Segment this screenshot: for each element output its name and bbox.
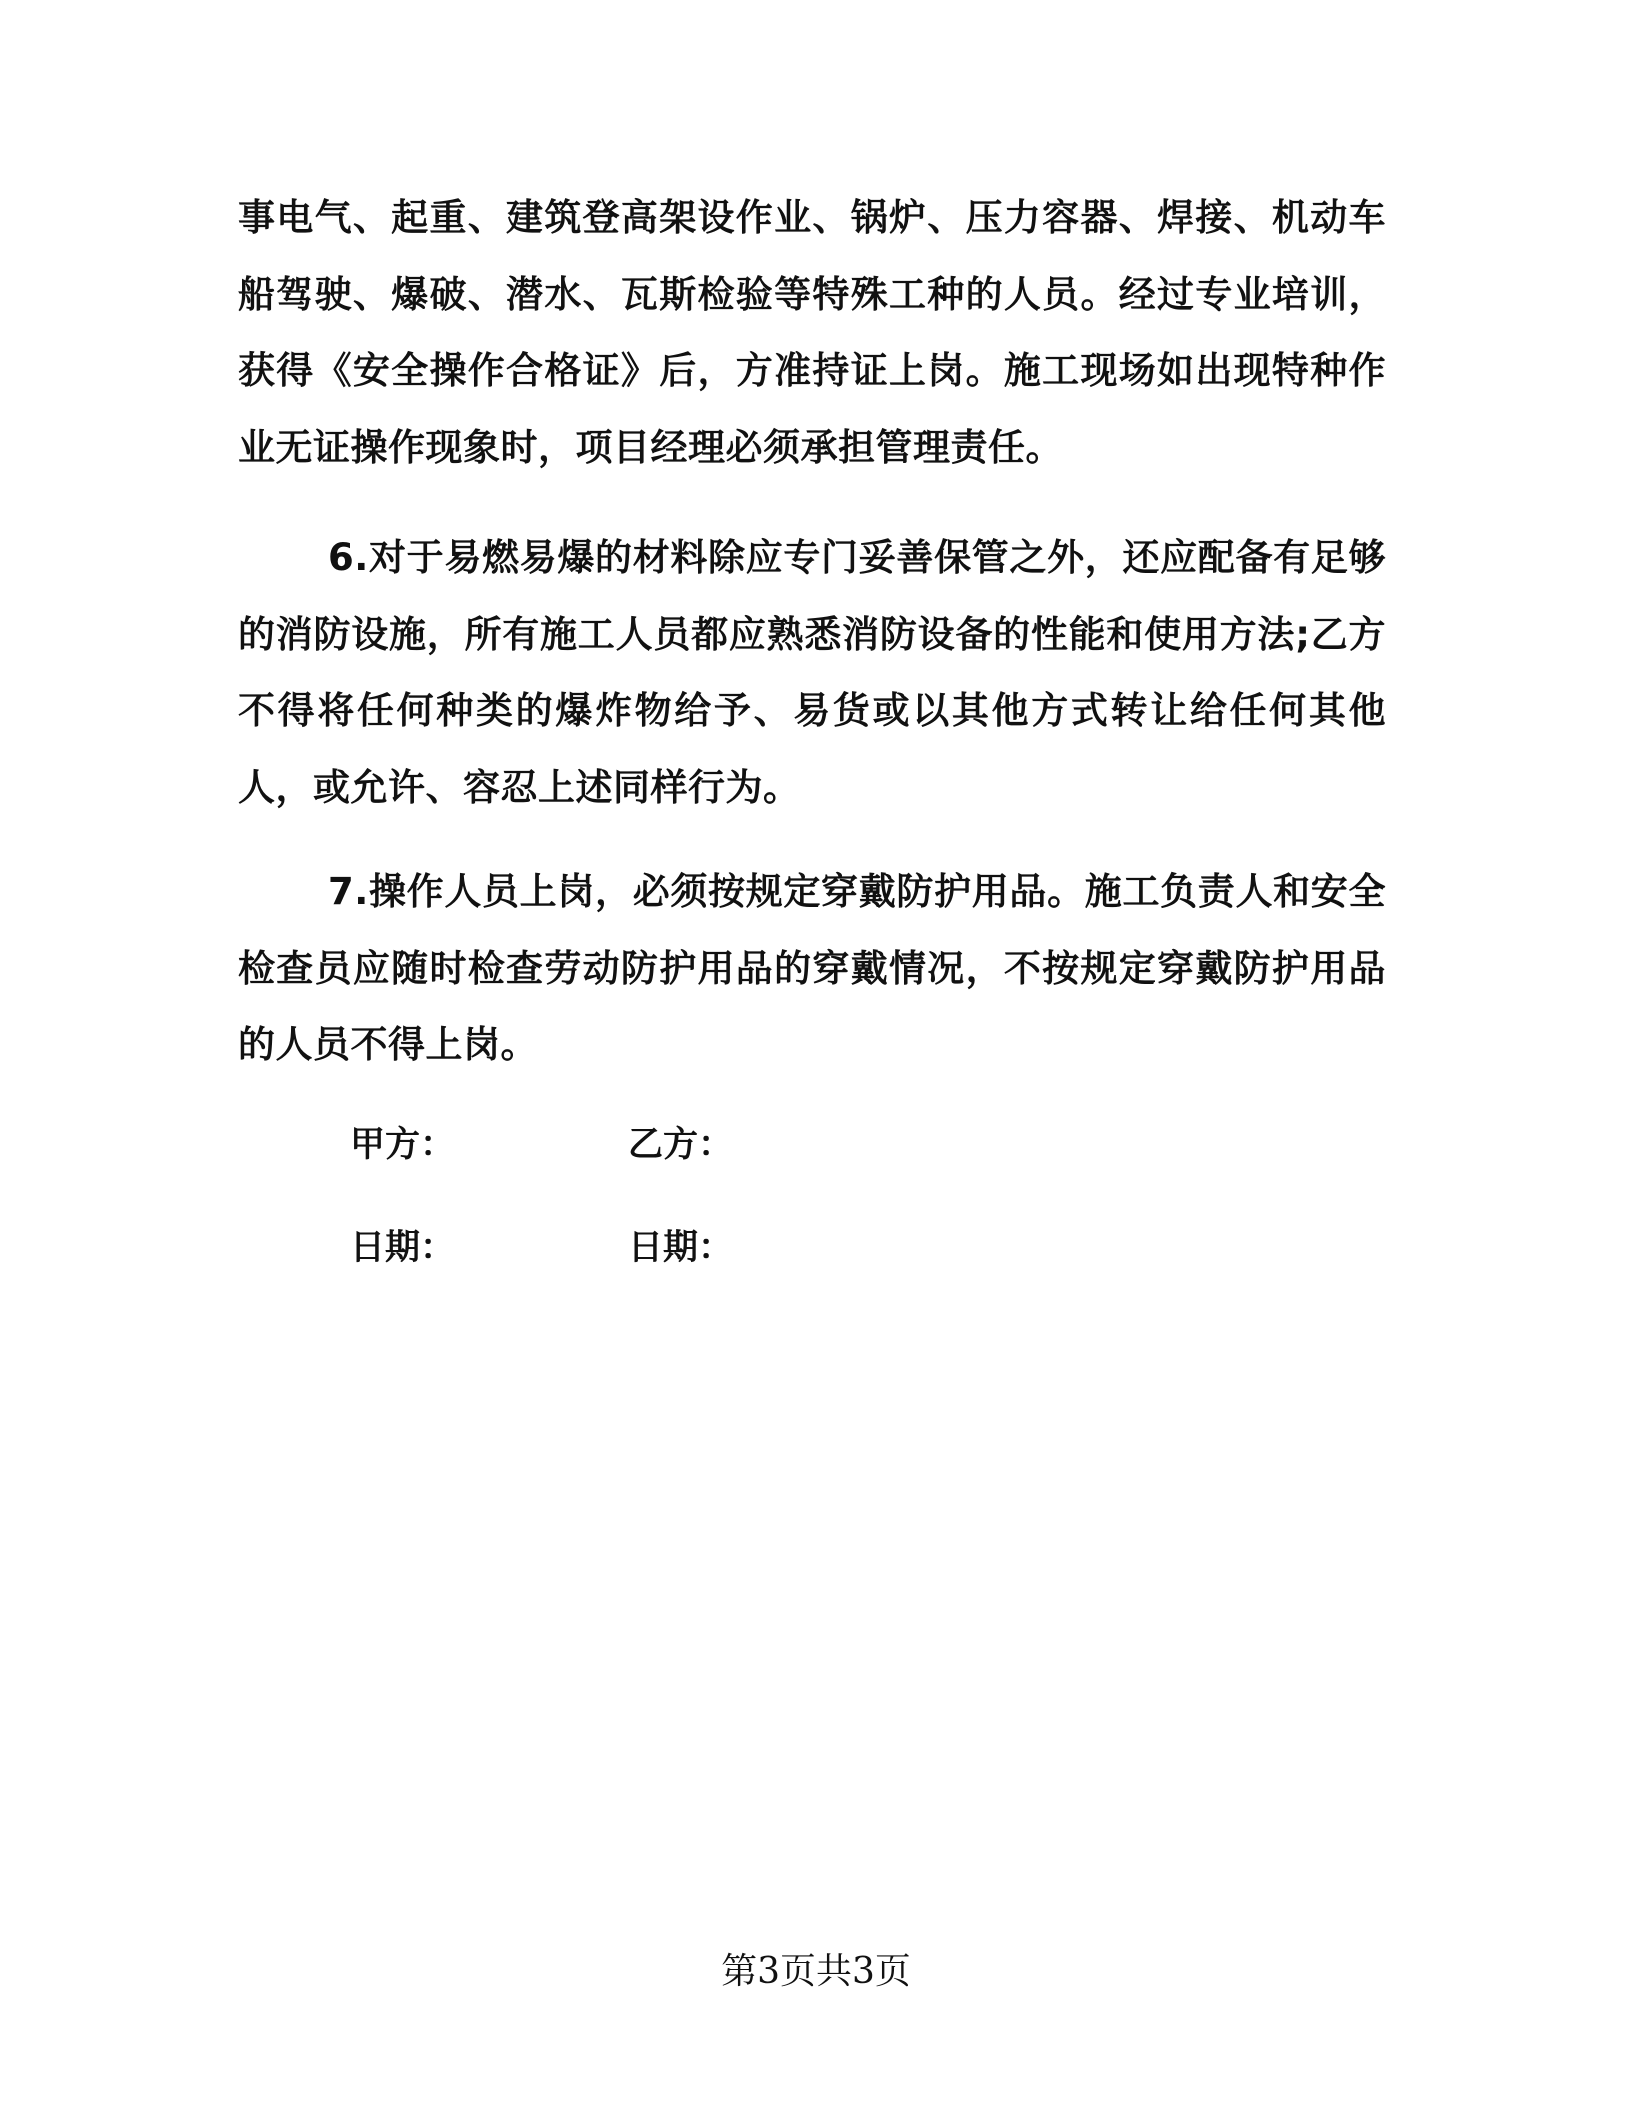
date-a-label: 日期： [350,1228,456,1268]
paragraph-continuation: 事电气、起重、建筑登高架设作业、锅炉、压力容器、焊接、机动车船驾驶、爆破、潜水、瓦斯检验等特殊工种的人员。经过专业培训，获得《安全操作合格证》后，方准持证上岗。施工现场如出现特种作业无证操作现象时，项目经理必须承担管理责任。 [238,196,1386,469]
signature-party-row [350,1120,733,1170]
paragraph-item-6: 6.对于易燃易爆的材料除应专门妥善保管之外，还应配备有足够的消防设施，所有施工人员都应熟悉消防设备的性能和使用方法;乙方不得将任何种类的爆炸物给予、易货或以其他方式转让给任何其他人，或允许、容忍上述同样行为。 [238,536,1386,809]
page-number-footer: 第3页共3页 [721,1951,911,1992]
signature-date-row [350,1223,733,1273]
date-b-label: 日期： [628,1228,734,1268]
paragraph-item-7: 7.操作人员上岗，必须按规定穿戴防护用品。施工负责人和安全检查员应随时检查劳动防护用品的穿戴情况，不按规定穿戴防护用品的人员不得上岗。 [238,870,1386,1066]
party-a-label: 甲方： [350,1125,456,1165]
party-b-label: 乙方： [628,1125,734,1165]
